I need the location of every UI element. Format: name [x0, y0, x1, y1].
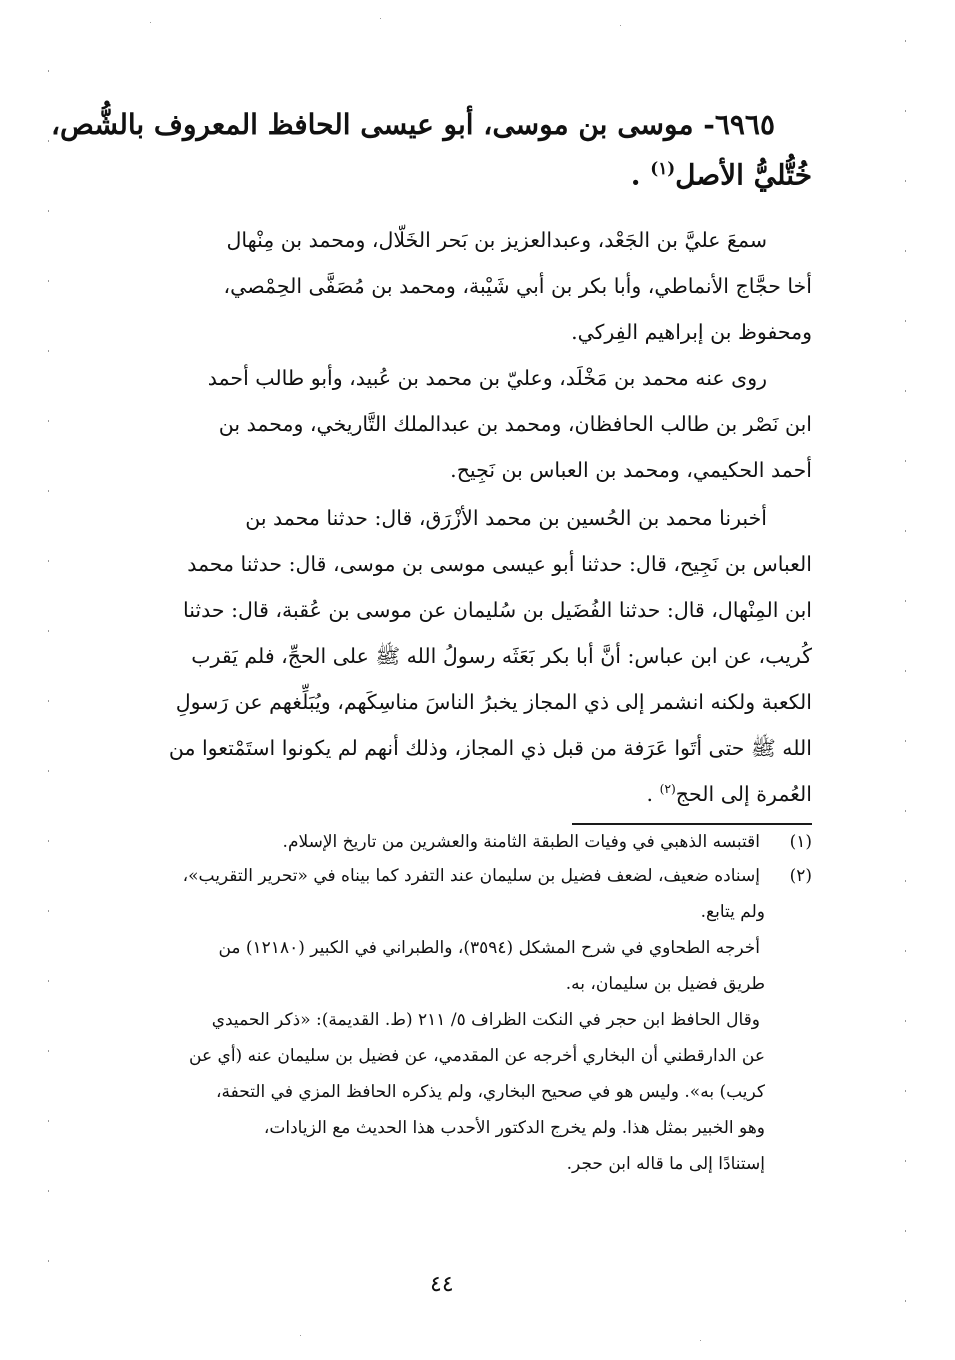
footnote-2-line6: عن الدارقطني أن البخاري أخرجه عن المقدمي، عن فضيل بن سليمان عنه (أي عن [189, 1046, 765, 1066]
footnote-2-line1: إسناده ضعيف، لضعف فضيل بن سليمان عند التفرد كما بيناه في «تحرير التقريب»، [182, 866, 760, 886]
p3-line2: العباس بن نَجِيح، قال: حدثنا أبو عيسى موسى بن موسى، قال: حدثنا محمد [187, 552, 812, 576]
footnote-2-line8: وهو الخبير بمثل هذا. ولم يخرج الدكتور الأحدب هذا الحديث مع الزيادات، [263, 1118, 765, 1138]
p1-line2: أخا حجَّاج الأنماطي، وأبا بكر بن أبي شَيْبة، ومحمد بن مُصَفَّى الحِمْصي، [223, 274, 812, 298]
p3-line7-text: العُمرة إلى الحج [675, 782, 812, 806]
p1-line1: سمعَ عليَّ بن الجَعْد، وعبدالعزيز بن بَحر الخَلّال، ومحمد بن مِنْهال [226, 228, 767, 252]
page-number: ٤٤ [430, 1272, 454, 1297]
p3-line6: الله ﷺ حتى أتَوا عَرَفة من قبل ذي المجاز، وذلك أنهم لم يكونوا استَمْتعوا من [168, 736, 812, 760]
footnote-1-number: (١) [789, 832, 812, 852]
footnote-2-line5: وقال الحافظ ابن حجر في النكت الظراف ٥/ ٢١١ (ط. القديمة): «ذكر الحميدي [211, 1010, 760, 1030]
p3-line7: العُمرة إلى الحج$^{(٢)}$ . [646, 782, 812, 806]
footnote-2-line7: كريب) به». وليس هو في صحيح البخاري، ولم يذكره الحافظ المزي في التحفة، [216, 1082, 765, 1102]
p1-line3: ومحفوظ بن إبراهيم الفِركي. [571, 320, 812, 344]
entry-heading-name: خُتُّليُّ الأصل [675, 158, 812, 192]
p3-line3: ابن المِنْهال، قال: حدثنا الفُضَيل بن سُليمان عن موسى بن عُقبة، قال: حدثنا [182, 598, 812, 622]
footnote-2-number: (٢) [789, 866, 812, 886]
entry-heading-line1: ٦٩٦٥- موسى بن موسى، أبو عيسى الحافظ المعروف بالشُّص، [51, 108, 775, 141]
p2-line1: روى عنه محمد بن مَخْلَد، وعليّ بن محمد بن عُبيد، وأبو طالب أحمد [207, 366, 767, 390]
footnote-divider [572, 823, 812, 825]
footnote-ref-2[interactable]: (٢) [659, 782, 676, 797]
p3-line1: أخبرنا محمد بن الحُسين بن محمد الأزْرَق، قال: حدثنا محمد بن [245, 506, 767, 530]
p2-line3: أحمد الحكيمي، ومحمد بن العباس بن نَجِيح. [450, 458, 812, 482]
entry-heading-line2: خُتُّليُّ الأصل$^{(١)}$ . [630, 158, 812, 192]
p2-line2: ابن نَصْر بن طالب الحافظان، ومحمد بن عبدالملك التَّاريخي، ومحمد بن [218, 412, 812, 436]
p3-line4: كُريب، عن ابن عباس: أنَّ أبا بكر بَعَثَه رسولُ الله ﷺ على الحجِّ، فلم يَقرب [191, 644, 812, 668]
footnote-ref-1[interactable]: (١) [650, 158, 676, 178]
footnote-2-line2: ولم يتابع. [700, 902, 765, 922]
footnote-2-line4: طريق فضيل بن سليمان، به. [565, 974, 765, 994]
footnote-2-line9: إستنادًا إلى ما قاله ابن حجر. [566, 1154, 765, 1174]
footnote-2-line3: أخرجه الطحاوي في شرح المشكل (٣٥٩٤)، والطبراني في الكبير (١٢١٨٠) من [218, 938, 760, 958]
p3-line5: الكعبة ولكنه انشمر إلى ذي المجاز يخبرُ الناسَ مناسِكَهم، ويُبَلِّغهم عن رَسولِ [175, 690, 812, 714]
footnote-1-text: اقتبسه الذهبي في وفيات الطبقة الثامنة والعشرين من تاريخ الإسلام. [282, 832, 760, 852]
